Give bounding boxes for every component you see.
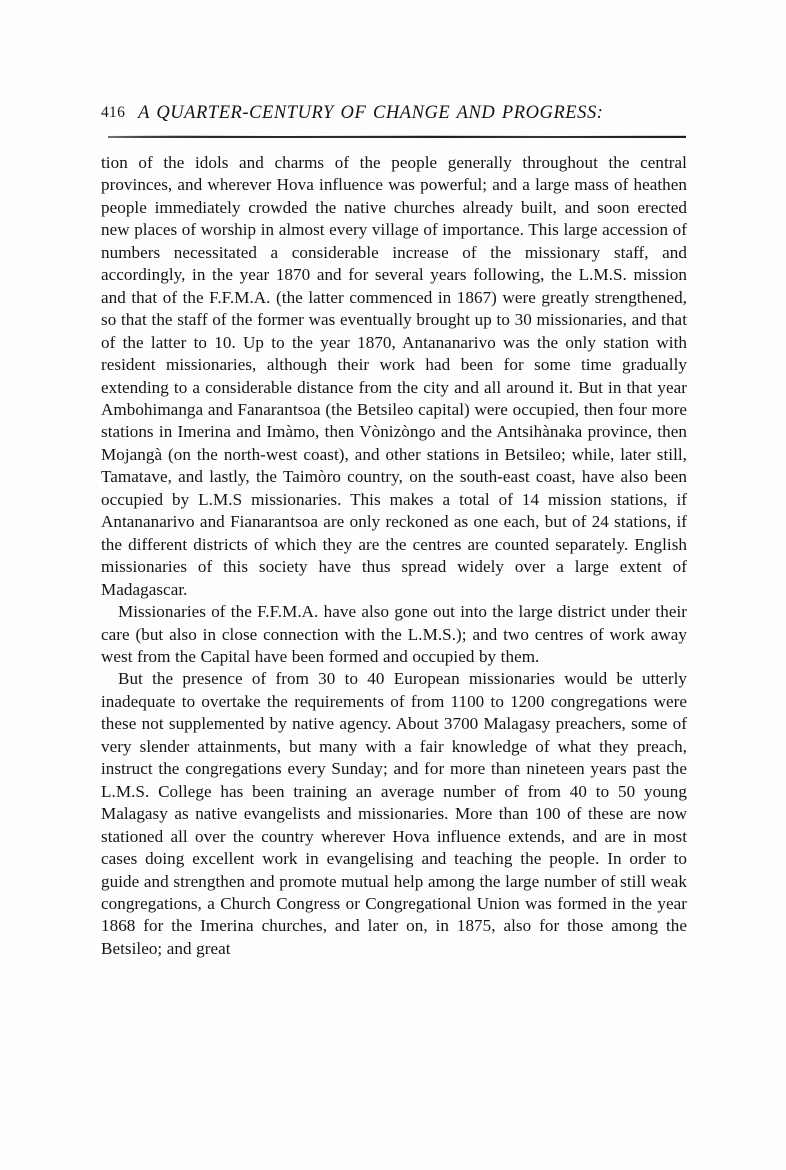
running-title: A QUARTER-CENTURY OF CHANGE AND PROGRESS: xyxy=(138,103,604,123)
header-rule xyxy=(108,136,686,138)
body-paragraph: Missionaries of the F.F.M.A. have also gone out into the large district under their care (but also in close connection with the L.M.S.); and two centres of work away west from the Capital have been formed and occupied by them. xyxy=(101,602,687,666)
body-paragraph: But the presence of from 30 to 40 European missionaries would be utterly inadequate to overtake the requirements of from 1100 to 1200 congregations were these not supplemented by native agency. About 3700 Malagasy preachers, some of very slender attainments, but many with a fair knowledge of what they preach, instruct the congregations every Sunday; and for more than nineteen years past the L.M.S. College has been training an average number of from 40 to 50 young Malagasy as native evangelists and missionaries. More than 100 of these are now stationed all over the country wherever Hova influence extends, and are in most cases doing excellent work in evangelising and teaching the people. In order to guide and strengthen and promote mutual help among the large number of still weak congregations, a Church Congress or Congregational Union was formed in the year 1868 for the Imerina churches, and later on, in 1875, also for those among the Betsileo; and great xyxy=(101,669,687,958)
body-paragraph: tion of the idols and charms of the people generally throughout the central provinces, and wherever Hova influence was powerful; and a large mass of heathen people immediately crowded the native churches already built, and soon erected new places of worship in almost every village of importance. This large accession of numbers necessitated a considerable increase of the missionary staff, and accordingly, in the year 1870 and for several years following, the L.M.S. mission and that of the F.F.M.A. (the latter commenced in 1867) were greatly strengthened, so that the staff of the former was eventually brought up to 30 missionaries, and that of the latter to 10. Up to the year 1870, Antananarivo was the only station with resident missionaries, although their work had been for some time gradually extending to a considerable distance from the city and all around it. But in that year Ambohimanga and Fanarantsoa (the Betsileo capital) were occupied, then four more stations in Imerina and Imàmo, then Vònizòngo and the Antsihànaka province, then Mojangà (on the north-west coast), and other stations in Betsileo; while, later still, Tamatave, and lastly, the Taimòro country, on the south-east coast, have also been occupied by L.M.S missionaries. This makes a total of 14 mission stations, if Antananarivo and Fianarantsoa are only reckoned as one each, but of 24 stations, if the different districts of which they are the centres are counted separately. English missionaries of this society have thus spread widely over a large extent of Madagascar. xyxy=(101,153,687,599)
running-head xyxy=(101,103,686,129)
text-column xyxy=(101,152,687,960)
page-number: 416 xyxy=(101,104,126,121)
